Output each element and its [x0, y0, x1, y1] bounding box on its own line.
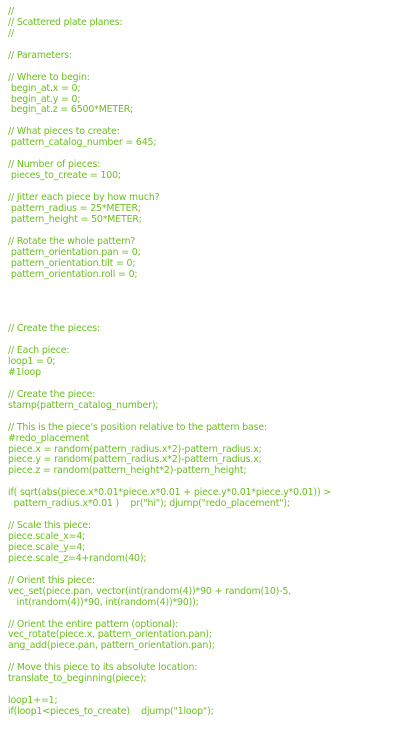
- code-line: begin_at.z = 6500*METER;: [8, 104, 134, 116]
- code-line: piece.scale_y=4;: [8, 541, 86, 553]
- code-line: pattern_orientation.pan = 0;: [8, 246, 141, 258]
- code-text-area[interactable]: [8, 7, 396, 718]
- code-line: begin_at.y = 0;: [8, 93, 81, 105]
- code-line: // Create the pieces:: [8, 323, 100, 335]
- code-line: [8, 280, 396, 291]
- code-line: // Each piece:: [8, 345, 70, 357]
- code-line: if(loop1<pieces_to_create) djump("1loop");: [8, 706, 214, 717]
- code-line: // Number of pieces:: [8, 159, 101, 171]
- code-line: pattern_catalog_number = 645;: [8, 137, 157, 149]
- code-line: // This is the piece's position relative to the pattern base:: [8, 421, 267, 433]
- code-line: loop1+=1;: [8, 695, 58, 707]
- code-line: piece.z = random(pattern_height*2)-pattern_height;: [8, 465, 247, 477]
- code-line: [8, 62, 396, 73]
- code-line: [8, 302, 396, 313]
- code-line: pieces_to_create = 100;: [8, 170, 121, 182]
- code-line: [8, 609, 396, 620]
- code-line: loop1 = 0;: [8, 356, 56, 367]
- code-line: piece.y = random(pattern_radius.x*2)-pattern_radius.x;: [8, 454, 262, 466]
- code-line: pattern_radius = 25*METER;: [8, 202, 141, 214]
- code-line: #1loop: [8, 366, 41, 378]
- code-line: // Move this piece to its absolute location:: [8, 662, 198, 674]
- code-line: // Where to begin:: [8, 71, 90, 83]
- code-line: [8, 412, 396, 423]
- code-line: pattern_radius.x*0.01 ) pr("hi"); djump("redo_placement");: [8, 498, 290, 510]
- code-line: #redo_placement: [8, 432, 90, 444]
- code-line: translate_to_beginning(piece);: [8, 673, 147, 685]
- code-line: int(random(4))*90, int(random(4))*90));: [8, 596, 199, 608]
- code-line: //: [8, 27, 15, 39]
- code-line: stamp(pattern_catalog_number);: [8, 399, 159, 411]
- code-line: // Scale this piece:: [8, 520, 91, 532]
- code-line: // Create the piece:: [8, 388, 96, 400]
- code-line: vec_rotate(piece.x, pattern_orientation.pan);: [8, 629, 212, 641]
- code-line: begin_at.x = 0;: [8, 82, 81, 94]
- code-line: piece.scale_x=4;: [8, 531, 86, 542]
- code-line: pattern_orientation.tilt = 0;: [8, 257, 136, 269]
- code-line: // What pieces to create:: [8, 126, 120, 138]
- code-line: piece.scale_z=4+random(40);: [8, 552, 147, 564]
- code-line: // Orient the entire pattern (optional):: [8, 618, 179, 630]
- code-line: piece.x = random(pattern_radius.x*2)-pattern_radius.x;: [8, 443, 262, 455]
- code-line: //: [8, 6, 15, 17]
- code-line: if( sqrt(abs(piece.x*0.01*piece.x*0.01 + piece.y*0.01*piece.y*0.01)) >: [8, 487, 331, 499]
- code-line: pattern_orientation.roll = 0;: [8, 268, 138, 280]
- code-line: pattern_height = 50*METER;: [8, 213, 142, 225]
- code-line: // Jitter each piece by how much?: [8, 191, 160, 203]
- code-line: // Rotate the whole pattern?: [8, 235, 136, 247]
- code-line: // Parameters:: [8, 49, 73, 61]
- code-line: [8, 685, 396, 696]
- code-line: vec_set(piece.pan, vector(int(random(4))*90 + random(10)-5,: [8, 585, 292, 597]
- code-line: ang_add(piece.pan, pattern_orientation.pan);: [8, 640, 215, 652]
- code-line: [8, 291, 396, 302]
- code-line: // Scattered plate planes:: [8, 16, 123, 28]
- code-line: // Orient this piece:: [8, 574, 95, 586]
